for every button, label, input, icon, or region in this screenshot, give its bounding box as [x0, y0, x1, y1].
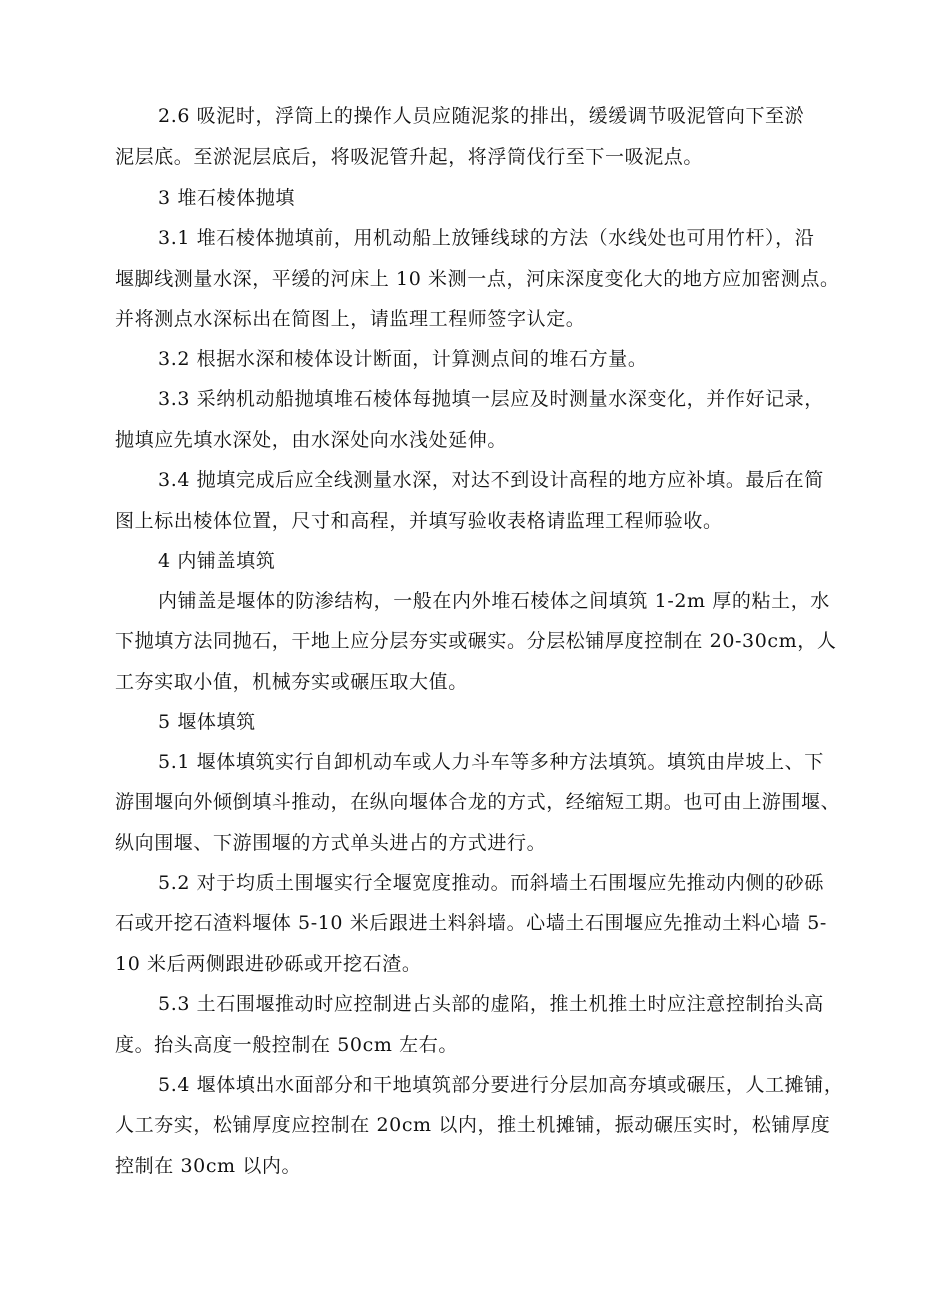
paragraph-5-2-line-3: 10 米后两侧跟进砂砾或开挖石渣。 [115, 953, 422, 975]
paragraph-5-3-line-1: 5.3 土石围堰推动时应控制进占头部的虚陷，推土机推土时应注意控制抬头高 [158, 993, 824, 1015]
paragraph-3-1-line-3: 并将测点水深标出在简图上，请监理工程师签字认定。 [115, 308, 586, 330]
paragraph-5-4-line-3: 控制在 30cm 以内。 [115, 1155, 302, 1177]
section-heading-4: 4 内铺盖填筑 [158, 550, 276, 572]
paragraph-5-1-line-2: 游围堰向外倾倒填斗推动，在纵向堰体合龙的方式，经缩短工期。也可由上游围堰、 [115, 791, 841, 813]
paragraph-3-1-line-1: 3.1 堆石棱体抛填前，用机动船上放锤线球的方法（水线处也可用竹杆），沿 [158, 227, 815, 249]
paragraph-3-4-line-1: 3.4 抛填完成后应全线测量水深，对达不到设计高程的地方应补填。最后在简 [158, 469, 824, 491]
paragraph-3-3-line-1: 3.3 采纳机动船抛填堆石棱体每抛填一层应及时测量水深变化，并作好记录， [158, 388, 824, 410]
paragraph-5-3-line-2: 度。抬头高度一般控制在 50cm 左右。 [115, 1034, 458, 1056]
paragraph-3-3-line-2: 抛填应先填水深处，由水深处向水浅处延伸。 [115, 429, 508, 451]
section-heading-5: 5 堰体填筑 [158, 711, 256, 733]
section-heading-3: 3 堆石棱体抛填 [158, 187, 295, 209]
paragraph-2-6-line-1: 2.6 吸泥时，浮筒上的操作人员应随泥浆的排出，缓缓调节吸泥管向下至淤 [158, 105, 805, 127]
paragraph-3-2-line-1: 3.2 根据水深和棱体设计断面，计算测点间的堆石方量。 [158, 348, 648, 370]
paragraph-5-4-line-1: 5.4 堰体填出水面部分和干地填筑部分要进行分层加高夯填或碾压，人工摊铺， [158, 1074, 844, 1096]
paragraph-5-2-line-2: 石或开挖石渣料堰体 5-10 米后跟进土料斜墙。心墙土石围堰应先推动土料心墙 5- [115, 912, 827, 934]
paragraph-4-line-3: 工夯实取小值，机械夯实或碾压取大值。 [115, 671, 468, 693]
paragraph-3-1-line-2: 堰脚线测量水深，平缓的河床上 10 米测一点，河床深度变化大的地方应加密测点。 [115, 268, 840, 290]
paragraph-5-2-line-1: 5.2 对于均质土围堰实行全堰宽度推动。而斜墙土石围堰应先推动内侧的砂砾 [158, 872, 824, 894]
paragraph-5-1-line-1: 5.1 堰体填筑实行自卸机动车或人力斗车等多种方法填筑。填筑由岸坡上、下 [158, 751, 824, 773]
paragraph-5-1-line-3: 纵向围堰、下游围堰的方式单头进占的方式进行。 [115, 832, 547, 854]
paragraph-3-4-line-2: 图上标出棱体位置，尺寸和高程，并填写验收表格请监理工程师验收。 [115, 510, 723, 532]
paragraph-2-6-line-2: 泥层底。至淤泥层底后，将吸泥管升起，将浮筒伐行至下一吸泥点。 [115, 146, 704, 168]
paragraph-5-4-line-2: 人工夯实，松铺厚度应控制在 20cm 以内，推土机摊铺，振动碾压实时，松铺厚度 [115, 1114, 831, 1136]
paragraph-4-line-2: 下抛填方法同抛石，干地上应分层夯实或碾实。分层松铺厚度控制在 20-30cm，人 [115, 630, 837, 652]
paragraph-4-line-1: 内铺盖是堰体的防渗结构，一般在内外堆石棱体之间填筑 1-2m 厚的粘土，水 [158, 590, 830, 612]
